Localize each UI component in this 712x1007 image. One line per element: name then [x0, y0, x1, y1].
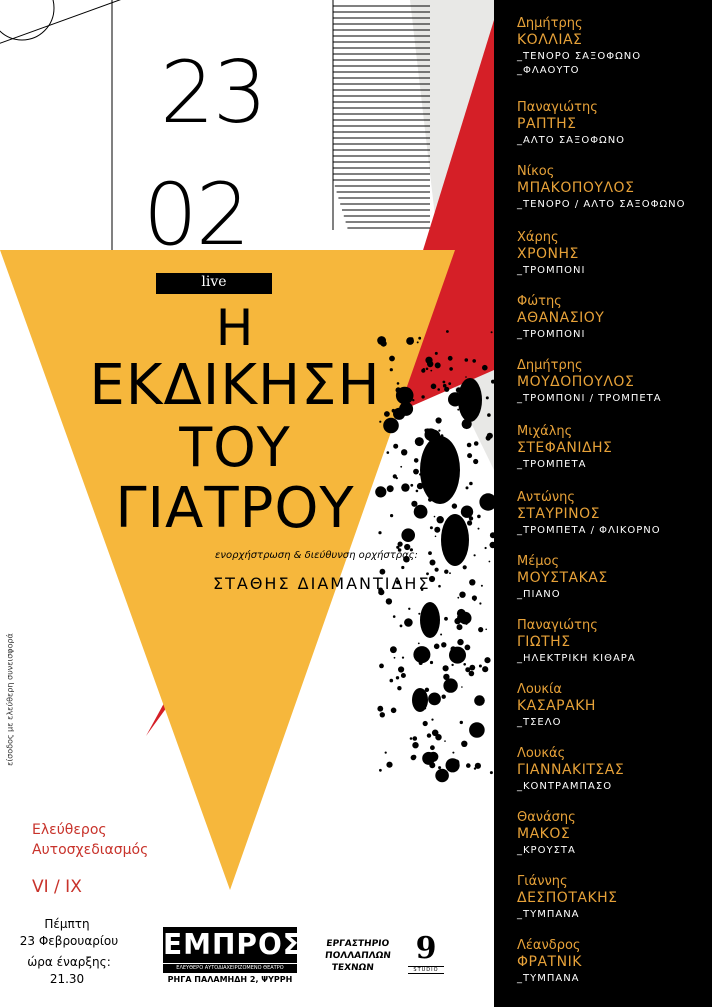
musician-first-name: Φώτης [517, 294, 562, 309]
ink-drop [485, 547, 487, 549]
ink-drop [457, 624, 463, 630]
ink-drop [465, 645, 471, 651]
ink-drop [379, 664, 384, 669]
musician-last-name: ΔΕΣΠΟΤΑΚΗΣ [517, 890, 618, 906]
ink-drop [435, 536, 437, 538]
ink-drop [379, 769, 382, 772]
musician-instrument: _ΤΕΝΟΡΟ / ΑΛΤΟ ΣΑΞΟΦΩΝΟ [517, 199, 686, 210]
ink-drop [467, 453, 472, 458]
ink-drop [466, 763, 471, 768]
musician-last-name: ΓΙΑΝΝΑΚΙΤΣΑΣ [517, 762, 625, 778]
musician-last-name: ΜΟΥΔΟΠΟΥΛΟΣ [517, 374, 635, 390]
ink-drop [435, 769, 449, 783]
ink-drop [413, 469, 419, 475]
ink-drop [443, 674, 449, 680]
ink-drop [435, 362, 441, 368]
ink-drop [393, 444, 398, 449]
musician-instrument: _ΤΡΟΜΠΟΝΙ [517, 265, 586, 276]
ink-drop [484, 657, 490, 663]
workshop-line-2: ΠΟΛΛΑΠΛΩΝ [324, 951, 392, 961]
ink-drop [432, 730, 439, 737]
ink-drop [446, 330, 449, 333]
musician-first-name: Δημήτρης [517, 358, 583, 373]
diagonal-thin-line [0, 0, 125, 44]
musician-entry [517, 230, 585, 278]
musician-instrument: _ΤΡΟΜΠΕΤΑ / ΦΛΙΚΟΡΝΟ [517, 525, 661, 536]
ink-drop [474, 767, 476, 769]
musician-first-name: Νίκος [517, 164, 555, 179]
ink-drop [454, 658, 456, 660]
ink-drop [460, 721, 463, 724]
musician-instrument: _ΤΣΕΛΟ [517, 717, 562, 728]
ink-drop [438, 585, 441, 588]
ink-drop [398, 542, 403, 547]
musician-last-name: ΣΤΑΥΡΙΝΟΣ [517, 506, 600, 522]
ink-drop [413, 736, 418, 741]
ink-drop [417, 341, 419, 343]
series-number: VI / IX [32, 877, 82, 897]
ink-drop [408, 608, 410, 610]
ink-drop [478, 627, 483, 632]
ink-drop [438, 430, 440, 432]
ink-drop [423, 721, 428, 726]
musician-entry [517, 554, 608, 602]
ink-drop [386, 598, 392, 604]
ink-drop [466, 486, 469, 489]
musician-entry [517, 424, 612, 472]
ink-drop [404, 618, 413, 627]
ink-drop [486, 396, 489, 399]
entry-note: είσοδος με ελεύθερη συνεισφορά [5, 633, 15, 766]
ink-drop [411, 501, 417, 507]
musician-instrument: _ΠΙΑΝΟ [517, 589, 561, 600]
ink-drop [431, 432, 434, 435]
musician-instrument: _ΚΡΟΥΣΤΑ [517, 845, 576, 856]
ink-drop [442, 695, 446, 699]
ink-drop [418, 337, 421, 340]
ink-drop [465, 667, 470, 672]
ink-drop [428, 693, 441, 706]
ink-blot [412, 688, 428, 712]
musician-first-name: Μέμος [517, 554, 560, 569]
ink-drop [434, 516, 436, 518]
ink-drop [474, 441, 479, 446]
musician-first-name: Αντώνης [517, 490, 575, 505]
ink-drop [400, 625, 403, 628]
ink-drop [414, 505, 428, 519]
ink-drop [479, 602, 481, 604]
ink-drop [481, 585, 483, 587]
ink-drop [379, 421, 381, 423]
ink-drop [401, 566, 404, 569]
ink-drop [451, 664, 453, 666]
ink-drop [448, 356, 453, 361]
title-line-2: ΕΚΔΙΚΗΣΗ [89, 353, 381, 418]
ink-drop [449, 367, 453, 371]
ink-drop [487, 413, 491, 417]
date-day: 23 [160, 43, 266, 143]
ink-drop [444, 570, 448, 574]
ink-drop [443, 678, 457, 692]
ink-drop [391, 708, 397, 714]
workshop-line-1: ΕΡΓΑΣΤΗΡΙΟ [325, 939, 390, 949]
ink-drop [430, 526, 433, 529]
ink-drop [413, 646, 430, 663]
ink-drop [430, 661, 433, 664]
event-start-label: ώρα έναρξης: [27, 955, 111, 969]
ink-drop [474, 695, 485, 706]
ink-drop [443, 384, 447, 388]
ink-drop [459, 592, 465, 598]
ink-drop [457, 597, 459, 599]
ink-drop [469, 579, 475, 585]
ink-drop [449, 647, 466, 664]
date-month: 02 [143, 165, 249, 265]
musician-instrument: _ΤΕΝΟΡΟ ΣΑΞΟΦΩΝΟ [517, 51, 642, 62]
ink-drop [381, 341, 387, 347]
event-time: 21.30 [49, 972, 85, 986]
ink-drop [435, 568, 439, 572]
ink-blot [458, 378, 482, 422]
ink-drop [414, 458, 419, 463]
musician-instrument-secondary: _ΦΛΑΟΥΤΟ [517, 65, 580, 76]
title-line-1: Η [215, 299, 255, 357]
ink-drop [383, 418, 399, 434]
ink-drop [461, 686, 463, 688]
musician-instrument: _ΤΡΟΜΠΕΤΑ [517, 459, 587, 470]
musician-instrument: _ΤΥΜΠΑΝΑ [517, 909, 580, 920]
embros-logo [163, 927, 303, 985]
embros-subtitle: ΕΛΕΥΘΕΡΟ ΑΥΤΟΔΙΑΧΕΙΡΙΖΟΜΕΝΟ ΘΕΑΤΡΟ [163, 964, 297, 973]
ink-drop [401, 673, 406, 678]
musician-first-name: Μιχάλης [517, 424, 573, 439]
ink-drop [387, 451, 390, 454]
ink-drop [467, 443, 472, 448]
ink-drop [479, 665, 482, 668]
ink-drop [482, 365, 488, 371]
ink-drop [401, 449, 407, 455]
event-date: 23 Φεβρουαρίου [19, 934, 119, 948]
ink-drop [449, 572, 451, 574]
studio-label: STUDIO [408, 966, 444, 974]
ink-drop [435, 527, 439, 531]
ink-drop [410, 737, 413, 740]
embros-address: ΡΗΓΑ ΠΑΛΑΜΗΔΗ 2, ΨΥΡΡΗ [167, 975, 293, 984]
musician-entry [517, 938, 582, 986]
title-line-4: ΓΙΑΤΡΟΥ [115, 476, 355, 541]
ink-drop [461, 741, 467, 747]
ink-drop [444, 617, 448, 621]
musician-first-name: Δημήτρης [517, 16, 583, 31]
ink-drop [448, 382, 451, 385]
ink-drop [418, 643, 420, 645]
ink-blot [420, 602, 440, 638]
credit-role: ενορχήστρωση & διεύθυνση ορχήστρας: [215, 550, 418, 561]
musician-last-name: ΜΠΑΚΟΠΟΥΛΟΣ [517, 180, 635, 196]
musician-instrument: _ΤΥΜΠΑΝΑ [517, 973, 580, 984]
series-label-1: Ελεύθερος [32, 822, 107, 838]
ink-drop [377, 706, 383, 712]
musician-first-name: Παναγιώτης [517, 100, 598, 115]
ink-drop [443, 665, 449, 671]
musician-first-name: Γιάννης [517, 874, 568, 889]
musician-first-name: Παναγιώτης [517, 618, 598, 633]
musician-last-name: ΚΑΣΑΡΑΚΗ [517, 698, 596, 714]
ink-drop [394, 657, 396, 659]
musician-last-name: ΡΑΠΤΗΣ [517, 116, 577, 132]
workshop-line-3: ΤΕΧΝΩΝ [331, 963, 375, 973]
ink-drop [490, 771, 493, 774]
title-line-3: ΤΟΥ [179, 416, 291, 479]
ink-drop [416, 490, 419, 493]
ink-drop [431, 384, 437, 390]
ink-drop [452, 503, 457, 508]
ink-drop [443, 381, 446, 384]
musician-first-name: Χάρης [517, 230, 559, 245]
ink-drop [393, 615, 396, 618]
ink-drop [410, 484, 413, 487]
ink-drop [457, 639, 463, 645]
ink-drop [390, 679, 394, 683]
musician-instrument: _ΤΡΟΜΠΟΝΙ / ΤΡΟΜΠΕΤΑ [517, 393, 662, 404]
musician-instrument: _ΚΟΝΤΡΑΜΠΑΣΟ [517, 781, 613, 792]
ink-drop [489, 561, 491, 563]
ink-drop [386, 762, 392, 768]
ink-drop [463, 663, 466, 666]
musician-last-name: ΑΘΑΝΑΣΙΟΥ [517, 310, 605, 326]
musician-entry [517, 746, 624, 794]
embros-name: ΕΜΠΡΟΣ [163, 928, 303, 961]
ink-drop [441, 642, 446, 647]
ink-drop [457, 609, 466, 618]
ink-drop [415, 437, 424, 446]
ink-drop [431, 719, 433, 721]
ink-drop [437, 363, 439, 365]
musician-last-name: ΚΟΛΛΙΑΣ [517, 32, 583, 48]
ink-drop [438, 766, 441, 769]
ink-drop [434, 431, 439, 436]
live-label: live [156, 273, 272, 294]
event-weekday: Πέμπτη [44, 917, 90, 931]
ink-blot [441, 514, 469, 566]
ink-drop [482, 666, 488, 672]
studio-number: 9 [415, 931, 437, 966]
ink-drop [487, 433, 493, 439]
ink-drop [385, 752, 387, 754]
musician-entry [517, 100, 625, 148]
ink-drop [411, 755, 416, 760]
ink-drop [472, 359, 476, 363]
musician-entry [517, 294, 604, 342]
musician-instrument: _ΑΛΤΟ ΣΑΞΟΦΩΝΟ [517, 135, 626, 146]
ink-drop [440, 634, 442, 636]
ink-drop [428, 551, 432, 555]
musician-first-name: Λουκία [517, 682, 562, 697]
ink-drop [400, 466, 402, 468]
ink-drop [446, 758, 460, 772]
ink-drop [397, 686, 401, 690]
ink-blot [420, 436, 460, 504]
ink-drop [469, 482, 473, 486]
musician-entry [517, 682, 596, 730]
ink-drop [463, 565, 467, 569]
ink-drop [428, 752, 438, 762]
musician-last-name: ΧΡΟΝΗΣ [517, 246, 579, 262]
musician-first-name: Θανάσης [517, 810, 576, 825]
musician-instrument: _ΗΛΕΚΤΡΙΚΗ ΚΙΘΑΡΑ [517, 653, 636, 664]
musician-first-name: Λουκάς [517, 746, 566, 761]
ink-drop [435, 352, 438, 355]
ink-drop [437, 388, 440, 391]
musician-first-name: Λέανδρος [517, 938, 581, 953]
studio-logo [408, 932, 444, 976]
musician-last-name: ΓΙΩΤΗΣ [517, 634, 571, 650]
ink-drop [457, 409, 459, 411]
credit-name: ΣΤΑΘΗΣ ΔΙΑΜΑΝΤΙΔΗΣ [213, 574, 431, 593]
musician-entry [517, 874, 618, 922]
ink-drop [425, 428, 431, 434]
musician-last-name: ΜΑΚΟΣ [517, 826, 571, 842]
ink-drop [430, 745, 435, 750]
ink-drop [478, 528, 480, 530]
ink-drop [434, 644, 440, 650]
ink-drop [472, 595, 477, 600]
musician-entry [517, 16, 641, 78]
ink-drop [396, 676, 399, 679]
musician-entry [517, 164, 685, 212]
musician-entry [517, 490, 661, 538]
ink-drop [473, 459, 478, 464]
ink-drop [436, 417, 442, 423]
ink-drop [461, 506, 473, 518]
ink-drop [418, 613, 420, 615]
ink-drop [430, 370, 432, 372]
ink-drop [412, 742, 418, 748]
ink-drop [474, 554, 476, 556]
ink-drop [465, 376, 467, 378]
ink-drop [452, 752, 454, 754]
musician-last-name: ΜΟΥΣΤΑΚΑΣ [517, 570, 608, 586]
ink-drop [430, 560, 436, 566]
musician-entry [517, 618, 636, 666]
musician-last-name: ΦΡΑΤΝΙΚ [517, 954, 582, 970]
ink-drop [402, 657, 404, 659]
musician-entry [517, 810, 576, 858]
ink-drop [485, 629, 487, 631]
ink-drop [444, 740, 446, 742]
musician-last-name: ΣΤΕΦΑΝΙΔΗΣ [517, 440, 613, 456]
ink-drop [491, 331, 493, 333]
ink-drop [390, 646, 397, 653]
ink-drop [410, 337, 413, 340]
ink-drop [465, 358, 469, 362]
musician-instrument: _ΤΡΟΜΠΟΝΙ [517, 329, 586, 340]
workshop-logo [323, 938, 392, 974]
ink-drop [437, 516, 444, 523]
ink-drop [469, 722, 485, 738]
ink-drop [380, 712, 385, 717]
series-label-2: Αυτοσχεδιασμός [32, 842, 149, 858]
musician-entry [517, 358, 662, 406]
ink-drop [427, 733, 431, 737]
ink-drop [477, 515, 481, 519]
ink-drop [467, 520, 472, 525]
ink-drop [398, 666, 404, 672]
